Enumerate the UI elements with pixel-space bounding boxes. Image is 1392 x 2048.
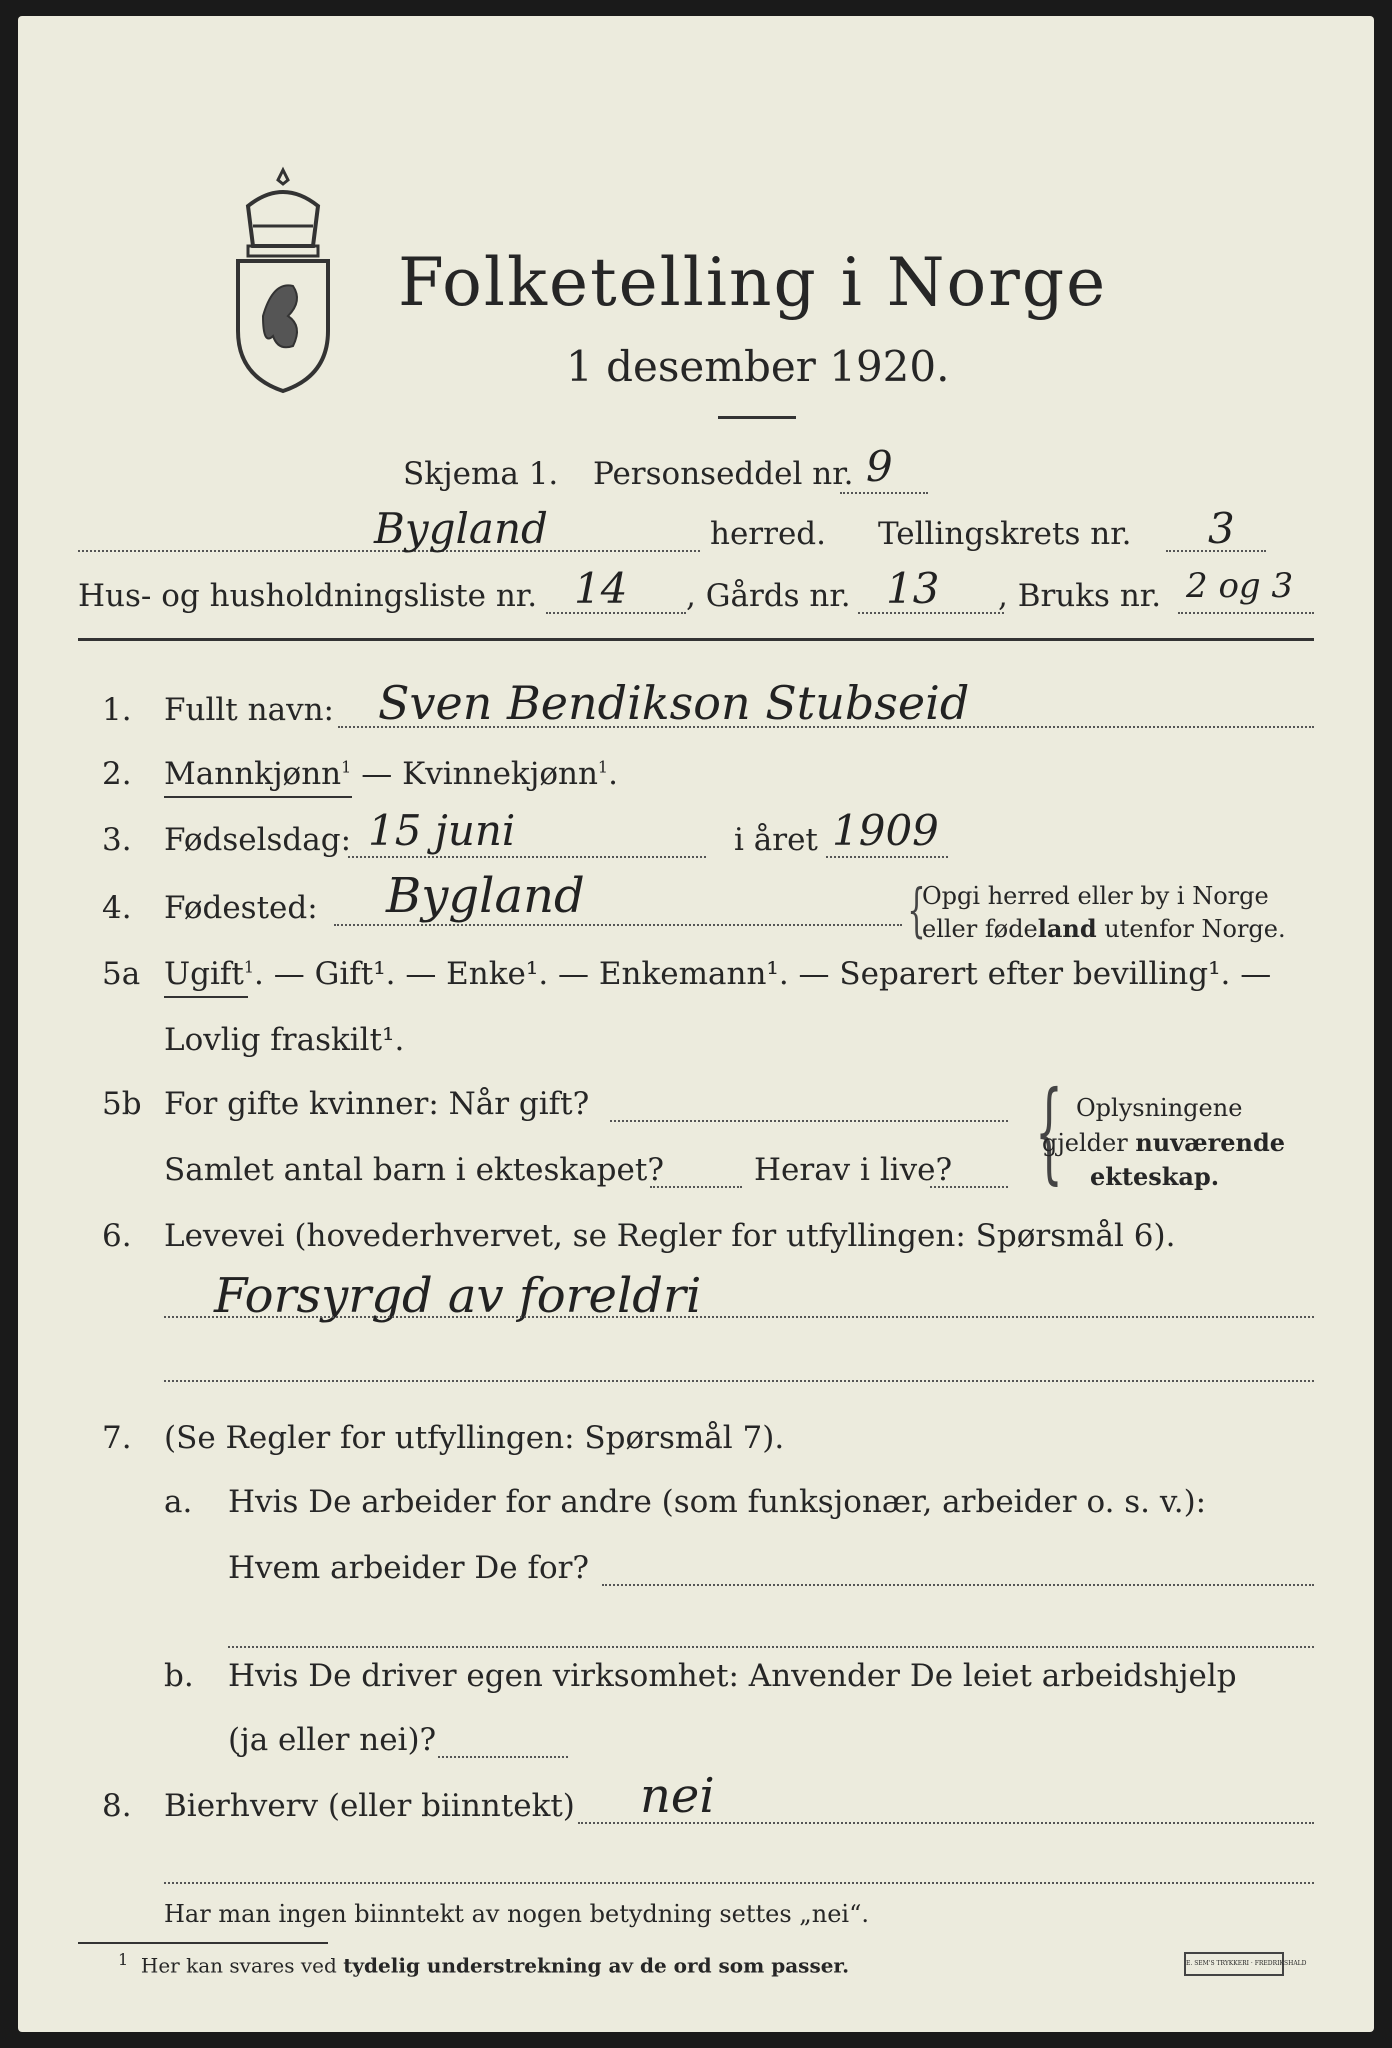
q5a-ugift: Ugift [164,956,244,992]
q4-note-line1: Opgi herred eller by i Norge [922,882,1269,910]
personseddel-line [840,492,928,494]
q3-year-label: i året [734,822,818,858]
q7a-line1 [602,1584,1314,1586]
header-divider [78,638,1314,641]
q4-line [334,924,902,926]
q7a-letter: a. [164,1484,193,1520]
q4-value: Bygland [386,868,585,924]
q2-options: Mannkjønn$^1$ — Kvinnekjønn$^1$. [164,756,618,792]
footnote-divider [78,1942,328,1944]
q3-line [348,856,706,858]
q5b-note3: ekteskap. [1090,1162,1220,1191]
q5a-ugift-underline [164,996,248,998]
gards-label: , Gårds nr. [686,578,851,614]
q6-line1 [164,1316,1314,1318]
q3-year-line [826,856,948,858]
q5b-line1 [610,1120,1008,1122]
q6-line2 [164,1380,1314,1382]
q2-separator: — [351,756,403,792]
q5b-line3 [930,1186,1008,1188]
q5b-number: 5b [102,1086,142,1122]
q2-number: 2. [102,756,132,792]
norway-coat-of-arms-icon [228,166,338,396]
q5a-options: Ugift$^1$. — Gift¹. — Enke¹. — Enkemann¹. — Separert efter bevilling¹. — [164,956,1272,992]
q8-line2 [164,1882,1314,1884]
q7a-label: Hvis De arbeider for andre (som funksjonær, arbeider o. s. v.): [228,1484,1207,1520]
q4-note-line2: eller fødeland utenfor Norge. [922,914,1286,943]
bruks-line [1178,612,1314,614]
q1-label: Fullt navn: [164,692,334,728]
q5a-line2: Lovlig fraskilt¹. [164,1022,405,1058]
q4-brace: { [907,876,926,944]
q7-label: (Se Regler for utfyllingen: Spørsmål 7). [164,1420,785,1456]
q4-number: 4. [102,890,132,926]
tellingskrets-value: 3 [1208,504,1235,553]
herred-value: Bygland [374,504,548,553]
q6-number: 6. [102,1218,132,1254]
q7b-line [438,1756,568,1758]
q7a-line2 [228,1646,1314,1648]
footnote: $^1$ Her kan svares ved tydelig understrekning av de ord som passer. [118,1950,850,1978]
q7b-letter: b. [164,1658,194,1694]
q5b-brace: { [1035,1067,1063,1195]
q5b-note2: gjelder nuværende [1042,1128,1286,1157]
q7a-label2: Hvem arbeider De for? [228,1550,590,1586]
q8-note: Har man ingen biinntekt av nogen betydning settes „nei“. [164,1900,869,1928]
q3-number: 3. [102,822,132,858]
q3-value: 15 juni [368,806,516,855]
page-title: Folketelling i Norge [398,244,1108,321]
husliste-value: 14 [574,564,628,613]
q2-male: Mannkjønn [164,756,342,792]
herred-label: herred. [710,516,826,552]
q5b-label2: Samlet antal barn i ekteskapet? [164,1152,664,1188]
q3-year-value: 1909 [832,806,939,855]
q5b-note1: Oplysningene [1076,1094,1243,1122]
q6-value: Forsyrgd av foreldri [214,1268,702,1324]
q5b-label1: For gifte kvinner: Når gift? [164,1086,590,1122]
q6-label: Levevei (hovederhvervet, se Regler for utfyllingen: Spørsmål 6). [164,1218,1176,1254]
census-date: 1 desember 1920. [566,342,950,391]
q2-male-underline [164,796,352,798]
skjema-label: Skjema 1. [403,456,559,492]
q5a-number: 5a [102,956,141,992]
q5b-line2 [650,1186,742,1188]
gards-value: 13 [886,564,940,613]
census-form [18,16,1374,2032]
q8-number: 8. [102,1788,132,1824]
q5b-label3: Herav i live? [754,1152,953,1188]
q7b-label: Hvis De driver egen virksomhet: Anvender De leiet arbeidshjelp [228,1658,1237,1694]
title-divider [718,416,796,419]
personseddel-label: Personseddel nr. [593,456,854,492]
q2-female: Kvinnekjønn [402,756,598,792]
bruks-label: , Bruks nr. [998,578,1162,614]
q7b-label2: (ja eller nei)? [228,1722,437,1758]
bruks-value: 2 og 3 [1186,566,1294,606]
printer-stamp: E. SEM'S TRYKKERI · FREDRIKSHALD [1184,1952,1284,1976]
husliste-label: Hus- og husholdningsliste nr. [78,578,538,614]
q3-label: Fødselsdag: [164,822,352,858]
tellingskrets-label: Tellingskrets nr. [878,516,1132,552]
q7-number: 7. [102,1420,132,1456]
q8-value: nei [640,1768,715,1824]
q1-value: Sven Bendikson Stubseid [378,676,970,730]
q4-label: Fødested: [164,890,318,926]
q8-label: Bierhverv (eller biinntekt) [164,1788,575,1824]
q5a-other-options: Gift¹. — Enke¹. — Enkemann¹. — Separert efter bevilling¹. — [314,956,1272,992]
q1-number: 1. [102,692,132,728]
personseddel-value: 9 [866,442,893,491]
